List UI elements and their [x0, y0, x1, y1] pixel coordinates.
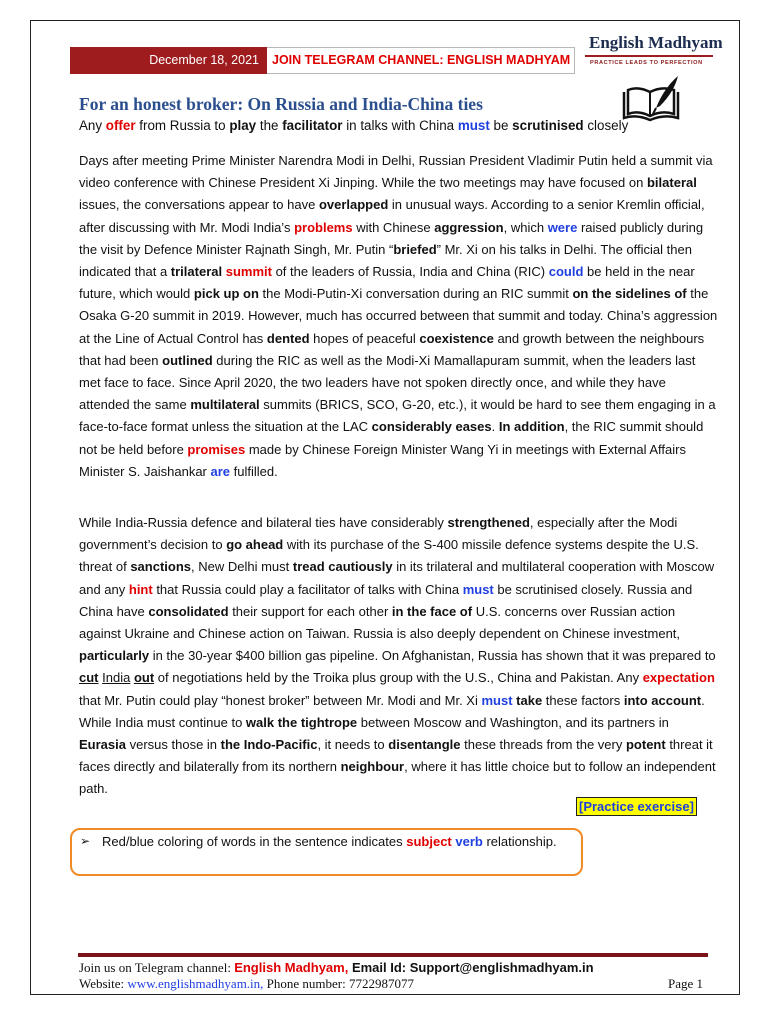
text-run: with Chinese	[352, 219, 435, 235]
emphasized-word: problems	[294, 219, 353, 235]
emphasized-word: on the sidelines of	[572, 286, 687, 302]
emphasized-word: In addition	[498, 419, 565, 435]
text-run: the	[256, 118, 283, 133]
header-date: December 18, 2021	[70, 47, 267, 74]
text-run: be held in the near future, which would	[79, 264, 695, 302]
emphasized-word: take	[516, 692, 543, 708]
text-run: hopes of peaceful	[309, 330, 420, 346]
emphasized-word: cut	[79, 670, 99, 686]
emphasized-word: bilateral	[646, 175, 697, 191]
text-run: closely	[583, 118, 629, 133]
emphasized-word: hint	[128, 581, 153, 597]
arrow-bullet-icon: ➢	[80, 834, 91, 848]
emphasized-word: walk the tightrope	[245, 714, 358, 730]
text-run: While India-Russia defence and bilateral ties have considerably	[79, 515, 448, 530]
emphasized-word: sanctions	[130, 559, 191, 575]
text-run: in talks with China	[342, 118, 458, 133]
emphasized-word: particularly	[79, 648, 150, 664]
book-quill-icon	[620, 74, 682, 124]
emphasized-word: considerably eases	[371, 419, 492, 435]
text-run: in its trilateral and multilateral cooperation with Moscow and any	[79, 559, 715, 597]
text-run: versus those in	[125, 737, 221, 753]
emphasized-word: play	[229, 118, 257, 133]
text-run: during the RIC as well as the Modi-Xi Mamallapuram summit, when the leaders last met face to face. Since April 2020, the two leaders have not spoken directly once, and while they have attended the same	[79, 352, 696, 413]
footer-website-link[interactable]: www.englishmadhyam.in,	[127, 976, 264, 991]
emphasized-word: were	[547, 219, 578, 235]
text-run: these factors	[542, 692, 624, 708]
text-run: threat it faces directly and bilaterally from its northern	[79, 737, 713, 775]
text-run: in unusual ways. According to a senior Kremlin official, after discussing with Mr. Modi India’s	[79, 197, 705, 235]
text-run: raised publicly during the visit by Defence Minister Rajnath Singh, Mr. Putin “	[79, 219, 704, 257]
footer-telegram-channel: English Madhyam,	[234, 960, 349, 975]
footer-website-prefix: Website:	[79, 976, 128, 991]
emphasized-word: out	[133, 670, 155, 686]
text-run: U.S. concerns over Russian action against Ukraine and Chinese action on Taiwan. Russia is also deeply dependent on Chinese investment,	[79, 603, 681, 642]
emphasized-word: outlined	[162, 352, 213, 368]
text-run: these threads from the very	[460, 737, 626, 753]
text-run: relationship.	[482, 834, 557, 849]
emphasized-word: strengthened	[447, 515, 530, 530]
text-run: that Russia could play a facilitator of talks with China	[152, 581, 463, 597]
emphasized-word: promises	[187, 441, 246, 457]
emphasized-word: disentangle	[388, 737, 461, 753]
emphasized-word: coexistence	[419, 330, 494, 346]
emphasized-word: subject	[406, 834, 452, 849]
emphasized-word: scrutinised	[512, 118, 584, 133]
emphasized-word: pick up on	[193, 286, 259, 302]
emphasized-word: aggression	[434, 219, 504, 235]
text-run: be	[489, 118, 513, 133]
text-run: , it needs to	[317, 737, 389, 753]
text-run: , where it has little choice but to follow an independent path.	[79, 759, 716, 797]
emphasized-word: expectation	[642, 670, 715, 686]
emphasized-word: must	[462, 581, 494, 597]
emphasized-word: trilateral	[170, 264, 223, 280]
header-telegram-banner: JOIN TELEGRAM CHANNEL: ENGLISH MADHYAM	[272, 53, 571, 67]
emphasized-word: are	[210, 463, 231, 479]
emphasized-word: Eurasia	[79, 737, 126, 753]
text-run: summits (BRICS, SCO, G-20, etc.), it would be hard to see them engaging in a face-to-face format unless the situation at the LAC	[79, 397, 716, 435]
emphasized-word: potent	[625, 737, 666, 753]
text-run: , the RIC summit should not be held before	[79, 419, 704, 457]
text-run: , especially after the Modi government’s decision to	[79, 515, 678, 553]
emphasized-word: in the face of	[391, 603, 473, 619]
text-run: of negotiations held by the Troika plus group with the U.S., China and Pakistan. Any	[154, 670, 643, 686]
note-text	[102, 834, 557, 849]
page-number: Page 1	[668, 976, 704, 991]
emphasized-word: consolidated	[148, 603, 229, 619]
text-run: of the leaders of Russia, India and China (RIC)	[271, 264, 549, 280]
emphasized-word: must	[481, 692, 513, 708]
emphasized-word: neighbour	[340, 759, 405, 775]
text-run: made by Chinese Foreign Minister Wang Yi in meetings with External Affairs Minister S. Jaishankar	[79, 441, 686, 479]
text-run: the Osaka G-20 summit in 2019. However, much has occurred between that summit and today. China’s aggression at the Line of Actual Control has	[79, 286, 718, 346]
emphasized-word: offer	[105, 118, 136, 133]
text-run: .	[491, 419, 499, 435]
text-run: with its purchase of the S-400 missile defence systems despite the U.S. threat of	[79, 537, 699, 575]
text-run: Any	[79, 118, 106, 133]
emphasized-word: into account	[623, 692, 702, 708]
emphasized-word: verb	[455, 834, 483, 849]
emphasized-word: facilitator	[282, 118, 343, 133]
emphasized-word: tread cautiously	[292, 559, 393, 575]
emphasized-word: must	[457, 118, 490, 133]
text-run: from Russia to	[135, 118, 230, 133]
footer-phone: Phone number: 7722987077	[263, 976, 414, 991]
text-run: . While India must continue to	[79, 692, 705, 730]
text-run: fulfilled.	[230, 463, 278, 479]
text-run: ” Mr. Xi on his talks in Delhi. The official then indicated that a	[79, 241, 692, 280]
brand-tagline: PRACTICE LEADS TO PERFECTION	[590, 60, 703, 66]
text-run: Red/blue coloring of words in the sentence indicates	[102, 834, 407, 849]
text-run: that Mr. Putin could play “honest broker” between Mr. Modi and Mr. Xi	[79, 692, 482, 708]
footer-website-line	[79, 976, 414, 992]
footer-telegram-prefix: Join us on Telegram channel:	[79, 960, 235, 975]
brand-name: English Madhyam	[589, 33, 723, 52]
article-subtitle	[79, 118, 628, 133]
text-run: be scrutinised closely. Russia and China have	[79, 581, 693, 619]
emphasized-word: briefed	[393, 241, 437, 257]
emphasized-word: India	[102, 670, 131, 686]
text-run: , which	[503, 219, 548, 235]
article-paragraph-1	[79, 150, 719, 483]
text-run: the Modi-Putin-Xi conversation during an RIC summit	[258, 286, 573, 302]
emphasized-word: could	[548, 264, 584, 280]
footer-rule	[78, 953, 708, 957]
emphasized-word: go ahead	[226, 537, 284, 553]
emphasized-word: summit	[225, 264, 272, 280]
article-title: For an honest broker: On Russia and India-China ties	[79, 94, 483, 114]
footer-contact-line	[79, 960, 594, 976]
emphasized-word: the Indo-Pacific	[220, 737, 318, 753]
text-run: their support for each other	[228, 603, 392, 619]
text-run: between Moscow and Washington, and its partners in	[357, 714, 669, 730]
article-paragraph-2	[79, 512, 719, 801]
text-run: , New Delhi must	[191, 559, 293, 575]
emphasized-word: multilateral	[190, 397, 260, 413]
footer-email: Email Id: Support@englishmadhyam.in	[348, 960, 594, 975]
emphasized-word: overlapped	[318, 197, 389, 213]
text-run: and growth between the neighbours that had been	[79, 330, 705, 368]
emphasized-word: dented	[266, 330, 310, 346]
text-run: Days after meeting Prime Minister Narendra Modi in Delhi, Russian President Vladimir Putin held a summit via video conference with Chinese President Xi Jinping. While the two meetings may have focused on	[79, 153, 713, 191]
practice-exercise-label: [Practice exercise]	[576, 797, 697, 816]
text-run: issues, the conversations appear to have	[79, 197, 319, 213]
text-run: in the 30-year $400 billion gas pipeline. On Afghanistan, Russia has shown that it was prepared to	[149, 648, 716, 664]
brand-rule	[585, 55, 713, 57]
